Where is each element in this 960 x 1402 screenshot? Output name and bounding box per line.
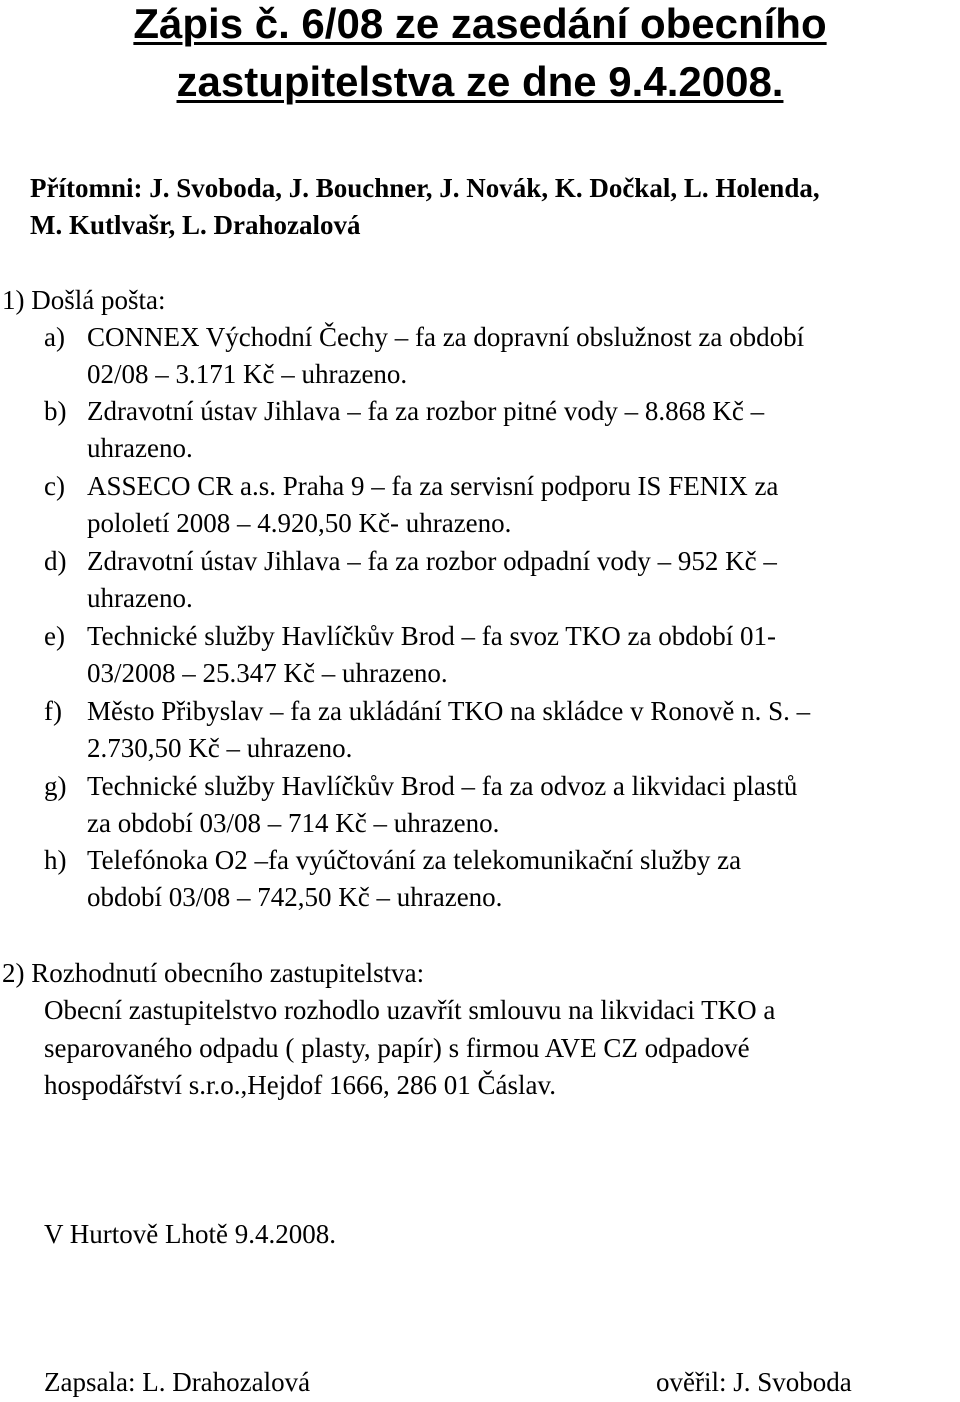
place-date: V Hurtově Lhotě 9.4.2008. [44,1219,336,1249]
item-g-line-1: Technické služby Havlíčkův Brod – fa za odvoz a likvidaci plastů [87,771,798,801]
item-a-line-1: CONNEX Východní Čechy – fa za dopravní obslužnost za období [87,322,805,352]
section-1-heading: 1) Došlá pošta: [2,285,166,315]
recorded-by: Zapsala: L. Drahozalová [44,1367,311,1397]
item-h-letter: h) [44,845,67,875]
item-e-line-1: Technické služby Havlíčkův Brod – fa svoz TKO za období 01- [87,621,776,651]
item-h-line-2: období 03/08 – 742,50 Kč – uhrazeno. [87,882,503,912]
item-b-line-1: Zdravotní ústav Jihlava – fa za rozbor pitné vody – 8.868 Kč – [87,396,765,426]
item-f-line-2: 2.730,50 Kč – uhrazeno. [87,733,353,763]
item-g-line-2: za období 03/08 – 714 Kč – uhrazeno. [87,808,500,838]
document-title-line-1: Zápis č. 6/08 ze zasedání obecního [133,0,827,47]
item-a-line-2: 02/08 – 3.171 Kč – uhrazeno. [87,359,408,389]
verified-by: ověřil: J. Svoboda [656,1367,852,1397]
decision-line-1: Obecní zastupitelstvo rozhodlo uzavřít smlouvu na likvidaci TKO a [44,995,776,1025]
item-h-line-1: Telefónoka O2 –fa vyúčtování za telekomunikační služby za [87,845,742,875]
item-e-letter: e) [44,621,65,651]
item-d-line-1: Zdravotní ústav Jihlava – fa za rozbor odpadní vody – 952 Kč – [87,546,777,576]
decision-line-2: separovaného odpadu ( plasty, papír) s firmou AVE CZ odpadové [44,1033,750,1063]
attendance-line-1: Přítomni: J. Svoboda, J. Bouchner, J. Novák, K. Dočkal, L. Holenda, [30,173,820,203]
item-c-line-1: ASSECO CR a.s. Praha 9 – fa za servisní podporu IS FENIX za [87,471,779,501]
document-title-line-2: zastupitelstva ze dne 9.4.2008. [176,58,784,105]
decision-line-3: hospodářství s.r.o.,Hejdof 1666, 286 01 Čáslav. [44,1070,556,1100]
item-g-letter: g) [44,771,67,801]
item-f-line-1: Město Přibyslav – fa za ukládání TKO na skládce v Ronově n. S. – [87,696,811,726]
item-b-letter: b) [44,396,67,426]
item-d-line-2: uhrazeno. [87,583,193,613]
item-f-letter: f) [44,696,62,726]
section-2-heading: 2) Rozhodnutí obecního zastupitelstva: [2,958,425,988]
item-c-letter: c) [44,471,65,501]
item-d-letter: d) [44,546,67,576]
item-a-letter: a) [44,322,65,352]
item-e-line-2: 03/2008 – 25.347 Kč – uhrazeno. [87,658,448,688]
item-c-line-2: pololetí 2008 – 4.920,50 Kč- uhrazeno. [87,508,512,538]
attendance-line-2: M. Kutlvašr, L. Drahozalová [30,210,361,240]
item-b-line-2: uhrazeno. [87,433,193,463]
